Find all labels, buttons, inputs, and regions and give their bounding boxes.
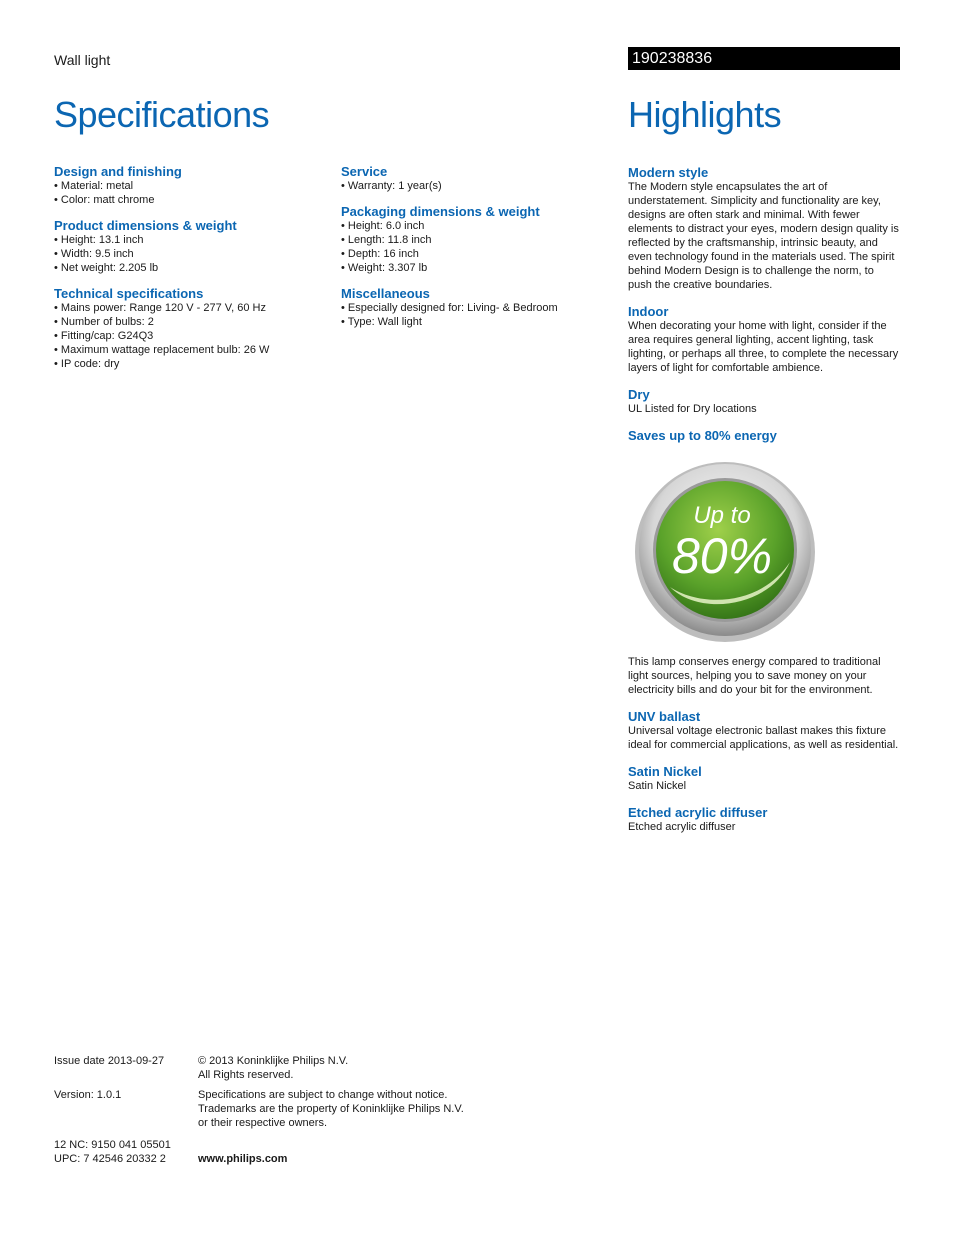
spec-item: • Width: 9.5 inch — [54, 247, 324, 261]
spec-section-packaging — [341, 204, 611, 275]
spec-item: • Net weight: 2.205 lb — [54, 261, 324, 275]
highlight-title: Dry — [628, 387, 650, 402]
specifications-title: Specifications — [54, 94, 270, 135]
copyright — [198, 1054, 348, 1082]
issue-date: Issue date 2013-09-27 — [54, 1055, 165, 1067]
highlight-text: UL Listed for Dry locations — [628, 403, 757, 415]
copyright-line: © 2013 Koninklijke Philips N.V. — [198, 1055, 349, 1067]
spec-section-title: Design and finishing — [54, 164, 182, 179]
spec-item: • Height: 6.0 inch — [341, 219, 611, 233]
badge-value-text: 80% — [671, 528, 773, 584]
specs-column-2 — [341, 164, 611, 340]
highlight-text: Etched acrylic diffuser — [628, 821, 736, 833]
highlight-title: UNV ballast — [628, 709, 701, 724]
product-category: Wall light — [54, 52, 111, 68]
energy-badge-icon — [630, 457, 820, 647]
nc-code: 12 NC: 9150 041 05501 — [54, 1139, 171, 1151]
highlight-indoor — [628, 304, 900, 375]
highlight-etched-diffuser — [628, 805, 900, 834]
rights-line: All Rights reserved. — [198, 1069, 294, 1081]
badge-up-to-text: Up to — [693, 502, 751, 529]
website-link[interactable]: www.philips.com — [198, 1153, 288, 1165]
disclaimer-line: Specifications are subject to change without notice. — [198, 1089, 448, 1101]
highlight-text: Universal voltage electronic ballast makes this fixture ideal for commercial applications, as well as residential. — [628, 725, 899, 751]
highlight-title: Satin Nickel — [628, 764, 702, 779]
highlight-text: This lamp conserves energy compared to traditional light sources, helping you to save money on your electricity bills and do your bit for the environment. — [628, 656, 881, 696]
spec-section-design — [54, 164, 324, 207]
spec-item: • Maximum wattage replacement bulb: 26 W — [54, 343, 324, 357]
highlight-modern-style — [628, 165, 900, 292]
highlight-title: Indoor — [628, 304, 669, 319]
spec-item: • Especially designed for: Living- & Bedroom — [341, 301, 611, 315]
product-codes — [54, 1138, 171, 1166]
spec-section-title: Service — [341, 164, 388, 179]
highlights-title: Highlights — [628, 94, 782, 135]
spec-item: • Type: Wall light — [341, 315, 611, 329]
spec-item: • Depth: 16 inch — [341, 247, 611, 261]
highlight-title: Etched acrylic diffuser — [628, 805, 768, 820]
highlight-dry — [628, 387, 900, 416]
spec-section-product-dimensions — [54, 218, 324, 275]
spec-item: • Warranty: 1 year(s) — [341, 179, 611, 193]
spec-item: • Material: metal — [54, 179, 324, 193]
upc-code: UPC: 7 42546 20332 2 — [54, 1153, 166, 1165]
disclaimer — [198, 1088, 464, 1130]
spec-section-title: Miscellaneous — [341, 286, 430, 301]
spec-section-service — [341, 164, 611, 193]
spec-section-miscellaneous — [341, 286, 611, 329]
spec-item: • Weight: 3.307 lb — [341, 261, 611, 275]
spec-section-technical — [54, 286, 324, 371]
highlight-title: Modern style — [628, 165, 709, 180]
spec-item: • Length: 11.8 inch — [341, 233, 611, 247]
spec-section-title: Technical specifications — [54, 286, 204, 301]
highlight-satin-nickel — [628, 764, 900, 793]
highlight-text: Satin Nickel — [628, 780, 687, 792]
spec-item: • IP code: dry — [54, 357, 324, 371]
spec-item: • Color: matt chrome — [54, 193, 324, 207]
spec-item: • Fitting/cap: G24Q3 — [54, 329, 324, 343]
spec-item: • Height: 13.1 inch — [54, 233, 324, 247]
highlight-text: When decorating your home with light, consider if the area requires general lighting, accent lighting, task lighting, or perhaps all three, to complete the necessary layers of light for comfortable ambience. — [628, 320, 899, 374]
version: Version: 1.0.1 — [54, 1089, 122, 1101]
highlight-energy — [628, 428, 900, 697]
disclaimer-line: Trademarks are the property of Koninklijke Philips N.V. — [198, 1103, 464, 1115]
spec-item: • Mains power: Range 120 V - 277 V, 60 Hz — [54, 301, 324, 315]
product-code: 190238836 — [632, 50, 713, 67]
spec-item: • Number of bulbs: 2 — [54, 315, 324, 329]
product-code-bar — [628, 47, 900, 70]
highlights-column — [628, 165, 900, 846]
specs-column-1 — [54, 164, 324, 382]
highlight-title: Saves up to 80% energy — [628, 428, 777, 443]
highlight-unv-ballast — [628, 709, 900, 752]
spec-section-title: Packaging dimensions & weight — [341, 204, 540, 219]
disclaimer-line: or their respective owners. — [198, 1117, 327, 1129]
highlight-text: The Modern style encapsulates the art of understatement. Simplicity and functionality are key, designs are often stark and minimal. With fewer elements to distract your eyes, modern design quality is reflected by the craftsmanship, intrinsic beauty, and even technology found in the materials used. The spirit behind Modern Design is to challenge the norm, to push the creative boundaries. — [628, 181, 899, 291]
spec-section-title: Product dimensions & weight — [54, 218, 237, 233]
